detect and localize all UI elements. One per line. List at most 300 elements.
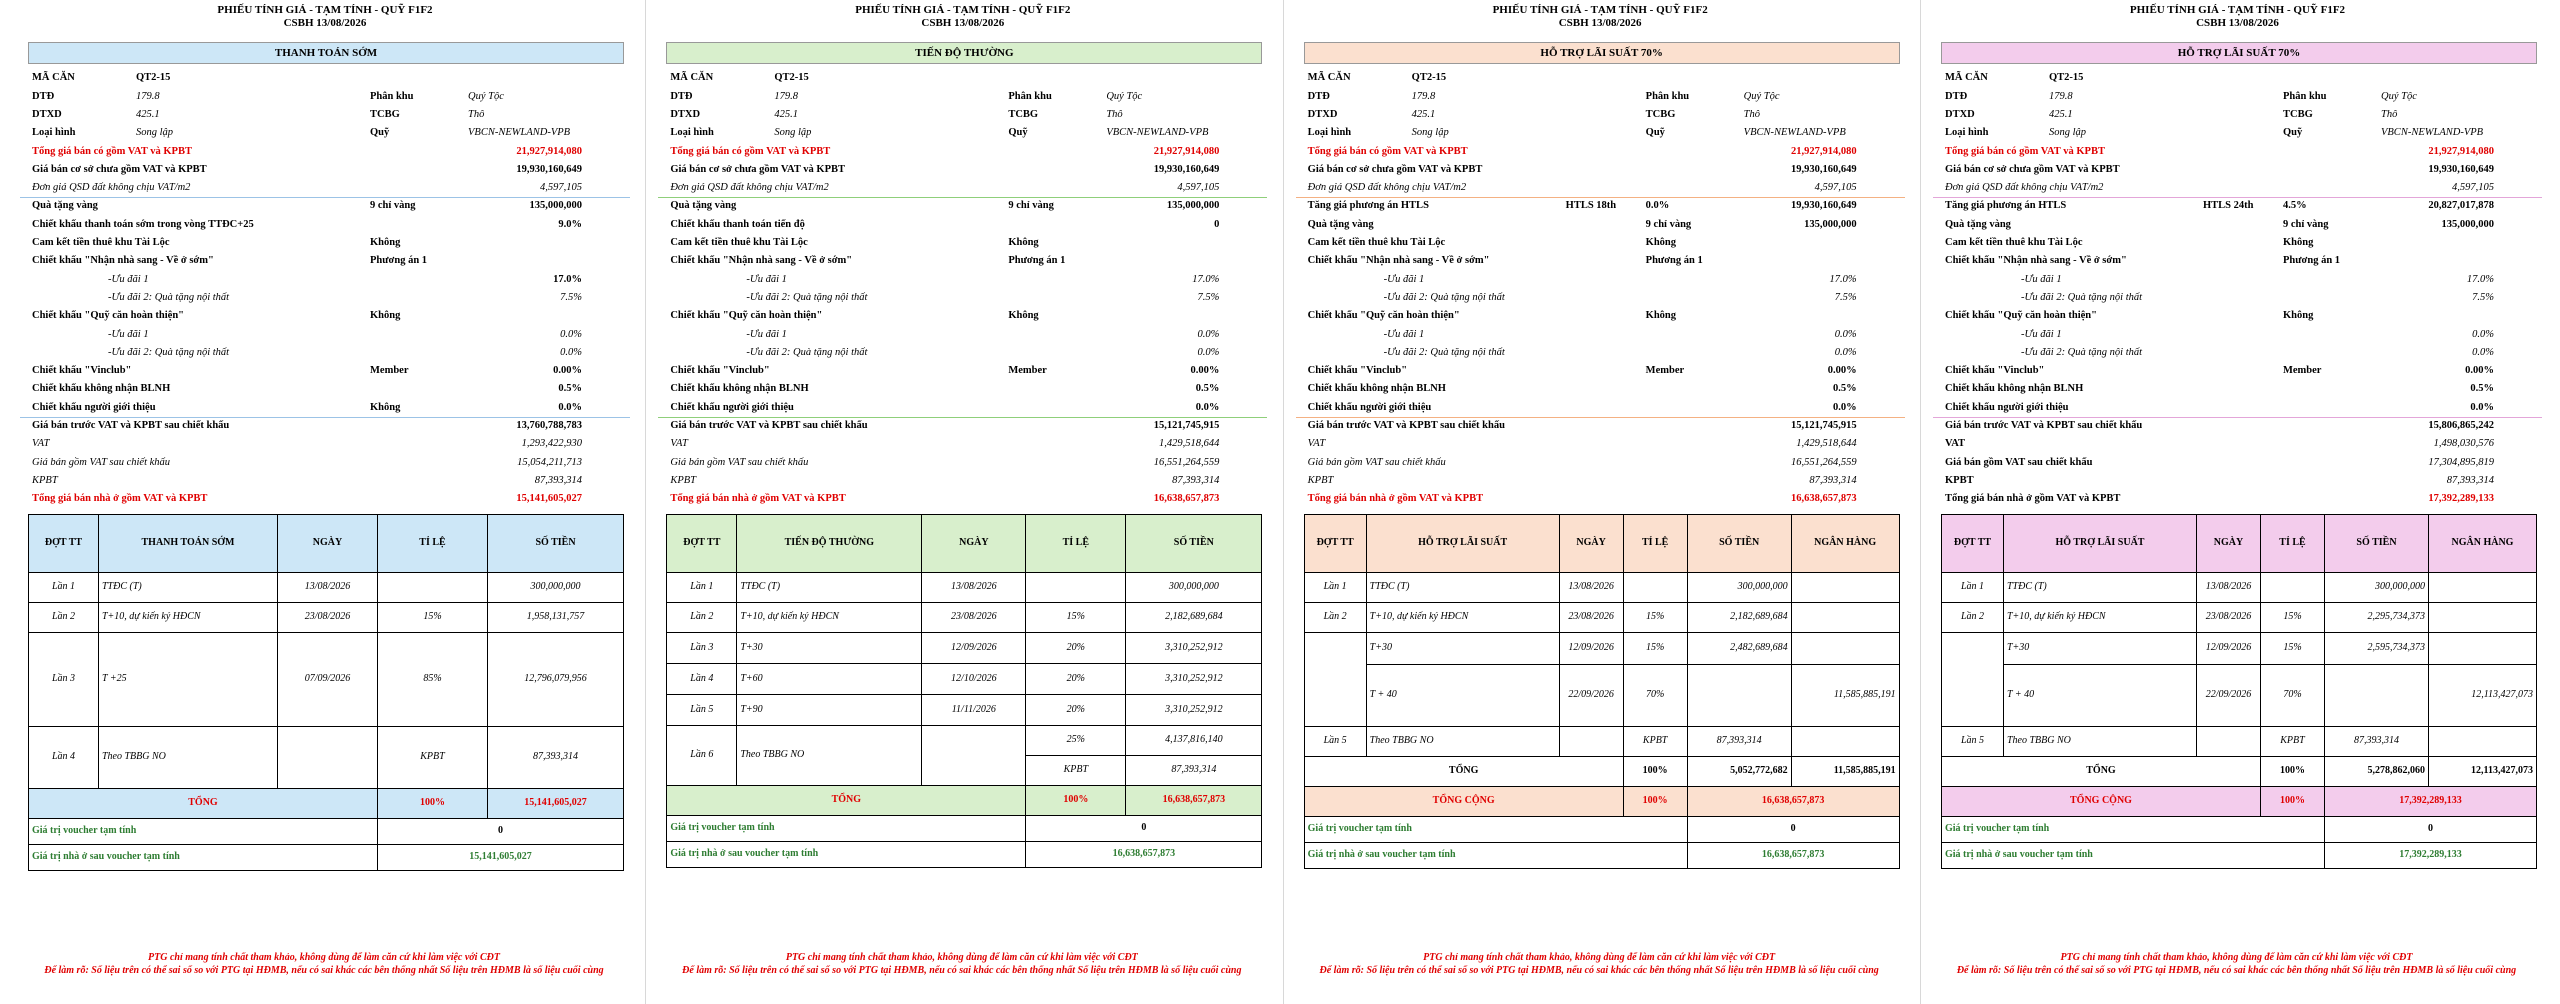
- value: 21,927,914,080: [2428, 145, 2494, 157]
- table-row: [29, 726, 624, 788]
- label: Chiết khấu không nhận BLNH: [1944, 383, 2084, 395]
- value: HTLS 18th: [1565, 200, 1617, 212]
- label: Chiết khấu "Quỹ căn hoàn thiện": [1944, 310, 2097, 322]
- label: VAT: [32, 438, 50, 450]
- value: 0.0%: [1645, 200, 1670, 212]
- cell: 15%: [1623, 602, 1687, 632]
- value: 0.00%: [553, 365, 582, 377]
- doc-date: CSBH 13/08/2026: [921, 17, 1005, 30]
- cell: [1687, 664, 1791, 726]
- label: Cam kết tiền thuê khu Tài Lộc: [32, 237, 170, 249]
- col-header: HỖ TRỢ LÃI SUẤT: [2003, 514, 2196, 572]
- label: -Ưu đãi 1: [746, 273, 787, 285]
- label: Cam kết tiền thuê khu Tài Lộc: [1307, 237, 1446, 249]
- value: 21,927,914,080: [1791, 145, 1857, 157]
- value: 4.5%: [2282, 200, 2307, 212]
- table-row: [29, 632, 624, 726]
- value: 7.5%: [560, 291, 582, 303]
- footer-line: Để làm rõ: Số liệu trên có thể sai số so với PTG tại HĐMB, nếu có sai khác các bên thống nhất Số liệu trên HĐMB là số liệu cuối cùng: [1956, 964, 2517, 976]
- cell: Lần 6: [667, 725, 737, 785]
- cell: Lần 5: [667, 694, 737, 725]
- value: VBCN-NEWLAND-VPB: [468, 127, 571, 139]
- cell: 20%: [1026, 663, 1126, 694]
- cell: T+10, dự kiến ký HĐCN: [99, 602, 278, 632]
- cell: Giá trị voucher tạm tính: [1304, 816, 1687, 842]
- value: Phương án 1: [1008, 255, 1066, 267]
- cell: TTĐC (T): [99, 572, 278, 602]
- label: Tổng giá bán nhà ở gồm VAT và KPBT: [1944, 493, 2121, 505]
- value: Không: [1008, 310, 1039, 322]
- label: DTĐ: [1307, 90, 1330, 102]
- cell: [1623, 572, 1687, 602]
- label: DTXD: [32, 108, 62, 120]
- cell: Giá trị nhà ở sau voucher tạm tính: [667, 841, 1026, 867]
- after-voucher-row: [1304, 842, 1899, 868]
- table-row: [1304, 664, 1899, 726]
- value: Member: [2282, 365, 2322, 377]
- cell: Lần 2: [1304, 602, 1366, 632]
- value: Song lập: [2048, 127, 2087, 139]
- value: 1,429,518,644: [1796, 438, 1857, 450]
- payment-table: [1304, 514, 1900, 869]
- cell: Lần 1: [29, 572, 99, 602]
- value: 21,927,914,080: [516, 145, 582, 157]
- cell: Giá trị voucher tạm tính: [1941, 816, 2324, 842]
- value: 425.1: [1411, 108, 1436, 120]
- value: 17,392,289,133: [2428, 493, 2494, 505]
- cell: T+10, dự kiến ký HĐCN: [737, 602, 922, 632]
- sheet-title: HỖ TRỢ LÃI SUẤT 70%: [1304, 42, 1900, 64]
- cell: Lần 2: [29, 602, 99, 632]
- cell: [1304, 632, 1366, 726]
- value: 7.5%: [2472, 291, 2494, 303]
- cell: 0: [1026, 815, 1262, 841]
- value: Không: [370, 401, 401, 413]
- cell: Lần 3: [29, 632, 99, 726]
- label: Loại hình: [1944, 127, 1989, 139]
- table-row: [667, 725, 1262, 755]
- value: QT2-15: [2048, 72, 2084, 84]
- footer-note: [30, 952, 618, 977]
- value: 87,393,314: [2446, 474, 2494, 486]
- value: 7.5%: [1197, 291, 1220, 303]
- cell: 11,585,885,191: [1791, 664, 1899, 726]
- cell: 15%: [1026, 602, 1126, 632]
- cell: 11,585,885,191: [1791, 756, 1899, 786]
- cell: Giá trị nhà ở sau voucher tạm tính: [1941, 842, 2324, 868]
- cell: Giá trị voucher tạm tính: [667, 815, 1026, 841]
- footer-note: [668, 952, 1255, 977]
- total-row: [1304, 786, 1899, 816]
- cell: 25%: [1026, 725, 1126, 755]
- col-header: NGÀY: [278, 514, 378, 572]
- value: 16,638,657,873: [1791, 493, 1857, 505]
- label: Tổng giá bán có gồm VAT và KPBT: [670, 145, 831, 157]
- value: Quý Tộc: [468, 90, 504, 102]
- cell: TỔNG: [29, 788, 378, 818]
- label: Chiết khấu không nhận BLNH: [670, 383, 809, 395]
- label: TCBG: [2282, 108, 2313, 120]
- cell: 100%: [1623, 786, 1687, 816]
- cell: 15%: [378, 602, 488, 632]
- value: 16,638,657,873: [1153, 493, 1220, 505]
- value: Song lập: [774, 127, 812, 139]
- label: Tăng giá phương án HTLS: [1307, 200, 1429, 212]
- cell: [1791, 632, 1899, 664]
- label: Chiết khấu người giới thiệu: [670, 401, 794, 413]
- cell: 23/08/2026: [2196, 602, 2260, 632]
- col-header: SỐ TIỀN: [488, 514, 624, 572]
- cell: Theo TBBG NO: [737, 725, 922, 785]
- col-header: NGÀY: [922, 514, 1026, 572]
- cell: 20%: [1026, 694, 1126, 725]
- value: Phương án 1: [1645, 255, 1703, 267]
- label: Chiết khấu "Quỹ căn hoàn thiện": [1307, 310, 1460, 322]
- label: Chiết khấu người giới thiệu: [1307, 401, 1432, 413]
- label: MÃ CĂN: [1307, 72, 1351, 84]
- table-row: [1941, 664, 2536, 726]
- table-row: [667, 632, 1262, 663]
- cell: 100%: [2260, 786, 2324, 816]
- label: Giá bán cơ sở chưa gồm VAT và KPBT: [1944, 163, 2120, 175]
- col-header: NGÀY: [1559, 514, 1623, 572]
- cell: 12,113,427,073: [2428, 664, 2536, 726]
- cell: TỔNG: [1304, 756, 1623, 786]
- value: Thô: [1106, 108, 1123, 120]
- cell: KPBT: [378, 726, 488, 788]
- col-header: TỈ LỆ: [1026, 514, 1126, 572]
- cell: 0: [2324, 816, 2536, 842]
- cell: T+90: [737, 694, 922, 725]
- cell: Lần 2: [667, 602, 737, 632]
- value: Không: [1008, 237, 1039, 249]
- cell: 85%: [378, 632, 488, 726]
- cell: TỔNG: [667, 785, 1026, 815]
- label: Tổng giá bán có gồm VAT và KPBT: [1307, 145, 1468, 157]
- footer-note: [1306, 952, 1893, 977]
- cell: T+30: [1366, 632, 1559, 664]
- cell: 300,000,000: [1687, 572, 1791, 602]
- label: Tổng giá bán có gồm VAT và KPBT: [32, 145, 192, 157]
- col-header: NGÂN HÀNG: [2428, 514, 2536, 572]
- value: 4,597,105: [1177, 182, 1220, 194]
- value: 20,827,017,878: [2428, 200, 2494, 212]
- cell: Theo TBBG NO: [99, 726, 278, 788]
- cell: T+30: [2003, 632, 2196, 664]
- label: Chiết khấu không nhận BLNH: [1307, 383, 1446, 395]
- doc-title: PHIẾU TÍNH GIÁ - TẠM TÍNH - QUỸ F1F2: [217, 4, 433, 16]
- value: 4,597,105: [2451, 182, 2494, 194]
- label: Chiết khấu "Vinclub": [670, 365, 770, 377]
- value: 87,393,314: [1809, 474, 1857, 486]
- value: 17,304,895,819: [2428, 456, 2494, 468]
- value: Thô: [1743, 108, 1760, 120]
- label: Tổng giá bán nhà ở gồm VAT và KPBT: [670, 493, 846, 505]
- value: 0.0%: [2470, 401, 2494, 413]
- label: Đơn giá QSD đất không chịu VAT/m2: [670, 182, 829, 194]
- cell: [2428, 602, 2536, 632]
- label: -Ưu đãi 1: [1383, 328, 1425, 340]
- value: 15,806,865,242: [2428, 420, 2494, 432]
- cell: 07/09/2026: [278, 632, 378, 726]
- label: Giá bán cơ sở chưa gồm VAT và KPBT: [32, 163, 207, 175]
- value: 19,930,160,649: [516, 163, 582, 175]
- cell: Lần 1: [1941, 572, 2003, 602]
- value: 9.0%: [558, 218, 582, 230]
- label: Chiết khấu thanh toán tiến độ: [670, 218, 805, 230]
- cell: 70%: [2260, 664, 2324, 726]
- cell: Giá trị nhà ở sau voucher tạm tính: [1304, 842, 1687, 868]
- value: 135,000,000: [1166, 200, 1220, 212]
- value: 0.0%: [558, 401, 582, 413]
- cell: 4,137,816,140: [1126, 725, 1262, 755]
- sum-row: [1304, 756, 1899, 786]
- sheet-title: HỖ TRỢ LÃI SUẤT 70%: [1941, 42, 2537, 64]
- label: Quỹ: [1645, 127, 1665, 139]
- label: MÃ CĂN: [32, 72, 75, 84]
- col-header: ĐỢT TT: [29, 514, 99, 572]
- table-row: [29, 602, 624, 632]
- value: Thô: [468, 108, 485, 120]
- label: Chiết khấu không nhận BLNH: [32, 383, 171, 395]
- label: Giá bán trước VAT và KPBT sau chiết khấu: [670, 420, 868, 432]
- value: 179.8: [1411, 90, 1436, 102]
- label: DTĐ: [32, 90, 55, 102]
- cell: 3,310,252,912: [1126, 632, 1262, 663]
- cell: Theo TBBG NO: [1366, 726, 1559, 756]
- sheet-title: TIẾN ĐỘ THƯỜNG: [666, 42, 1262, 64]
- value: 179.8: [774, 90, 798, 102]
- value: Member: [370, 365, 409, 377]
- label: Quà tặng vàng: [1307, 218, 1374, 230]
- cell: Lần 1: [667, 572, 737, 602]
- cell: 12/09/2026: [2196, 632, 2260, 664]
- cell: [278, 726, 378, 788]
- col-header: SỐ TIỀN: [1126, 514, 1262, 572]
- label: Quà tặng vàng: [670, 200, 737, 212]
- label: Chiết khấu người giới thiệu: [1944, 401, 2069, 413]
- label: -Ưu đãi 2: Quà tặng nội thất: [108, 291, 230, 303]
- after-voucher-row: [29, 844, 624, 870]
- value: 87,393,314: [534, 474, 582, 486]
- value: 19,930,160,649: [1153, 163, 1220, 175]
- value: 9 chỉ vàng: [2282, 218, 2329, 230]
- label: -Ưu đãi 1: [2020, 273, 2062, 285]
- table-row: [667, 694, 1262, 725]
- cell: T+60: [737, 663, 922, 694]
- label: Giá bán cơ sở chưa gồm VAT và KPBT: [670, 163, 846, 175]
- cell: 300,000,000: [488, 572, 624, 602]
- cell: Lần 2: [1941, 602, 2003, 632]
- cell: 87,393,314: [2324, 726, 2428, 756]
- doc-date: CSBH 13/08/2026: [2196, 17, 2279, 30]
- cell: T+30: [737, 632, 922, 663]
- label: Chiết khấu "Nhận nhà sang - Về ở sớm": [670, 255, 853, 267]
- footer-note: [1943, 952, 2530, 977]
- value: 0.0%: [1195, 401, 1220, 413]
- label: TCBG: [1008, 108, 1039, 120]
- value: 1,498,030,576: [2433, 438, 2494, 450]
- value: 0.0%: [1197, 346, 1220, 358]
- cell: [2428, 726, 2536, 756]
- col-header: TỈ LỆ: [1623, 514, 1687, 572]
- sheet-ho-tro-lai-suat-18: [1283, 0, 1915, 1004]
- cell: TỔNG: [1941, 756, 2260, 786]
- label: MÃ CĂN: [1944, 72, 1988, 84]
- voucher-row: [667, 815, 1262, 841]
- value: 1,429,518,644: [1158, 438, 1220, 450]
- cell: KPBT: [1623, 726, 1687, 756]
- cell: 2,182,689,684: [1126, 602, 1262, 632]
- value: 135,000,000: [1804, 218, 1857, 230]
- cell: 23/08/2026: [922, 602, 1026, 632]
- label: Tổng giá bán nhà ở gồm VAT và KPBT: [1307, 493, 1484, 505]
- label: Tổng giá bán có gồm VAT và KPBT: [1944, 145, 2105, 157]
- col-header: ĐỢT TT: [1304, 514, 1366, 572]
- label: -Ưu đãi 1: [108, 273, 149, 285]
- sheet-tien-do-thuong: [645, 0, 1277, 1004]
- value: 425.1: [136, 108, 160, 120]
- label: Phân khu: [2282, 90, 2327, 102]
- label: -Ưu đãi 1: [2020, 328, 2062, 340]
- cell: T + 40: [1366, 664, 1559, 726]
- value: QT2-15: [774, 72, 809, 84]
- label: Đơn giá QSD đất không chịu VAT/m2: [32, 182, 191, 194]
- value: 179.8: [136, 90, 160, 102]
- cell: [378, 572, 488, 602]
- cell: [2260, 572, 2324, 602]
- value: 13,760,788,783: [516, 420, 582, 432]
- value: 9 chỉ vàng: [1008, 200, 1054, 212]
- cell: 17,392,289,133: [2324, 842, 2536, 868]
- table-row: [667, 663, 1262, 694]
- label: -Ưu đãi 2: Quà tặng nội thất: [108, 346, 230, 358]
- cell: Lần 5: [1941, 726, 2003, 756]
- value: Không: [370, 310, 401, 322]
- cell: Giá trị nhà ở sau voucher tạm tính: [29, 844, 378, 870]
- cell: Lần 1: [1304, 572, 1366, 602]
- label: Quỹ: [1008, 127, 1028, 139]
- value: 0.0%: [1833, 401, 1857, 413]
- value: 15,054,211,713: [517, 456, 582, 468]
- label: Giá bán trước VAT và KPBT sau chiết khấu: [1307, 420, 1505, 432]
- label: Phân khu: [1645, 90, 1690, 102]
- value: 4,597,105: [1814, 182, 1857, 194]
- label: DTĐ: [670, 90, 693, 102]
- value: Quý Tộc: [1106, 90, 1143, 102]
- payment-table: [28, 514, 624, 871]
- label: -Ưu đãi 1: [746, 328, 787, 340]
- col-header: TIẾN ĐỘ THƯỜNG: [737, 514, 922, 572]
- label: Giá bán trước VAT và KPBT sau chiết khấu: [1944, 420, 2143, 432]
- label: DTXD: [1307, 108, 1338, 120]
- cell: 12/09/2026: [922, 632, 1026, 663]
- value: 0.0%: [1834, 346, 1857, 358]
- label: Loại hình: [670, 127, 714, 139]
- doc-title: PHIẾU TÍNH GIÁ - TẠM TÍNH - QUỸ F1F2: [2129, 4, 2346, 16]
- value: 0.00%: [2465, 365, 2494, 377]
- table-row: [1941, 602, 2536, 632]
- cell: 15%: [2260, 602, 2324, 632]
- cell: 15%: [2260, 632, 2324, 664]
- cell: 87,393,314: [1687, 726, 1791, 756]
- sheet-title: THANH TOÁN SỚM: [28, 42, 624, 64]
- label: Loại hình: [1307, 127, 1352, 139]
- cell: 87,393,314: [488, 726, 624, 788]
- value: 135,000,000: [2441, 218, 2494, 230]
- value: 179.8: [2048, 90, 2073, 102]
- value: Quý Tộc: [2380, 90, 2417, 102]
- cell: [1791, 726, 1899, 756]
- col-header: NGÀY: [2196, 514, 2260, 572]
- cell: 300,000,000: [1126, 572, 1262, 602]
- doc-title: PHIẾU TÍNH GIÁ - TẠM TÍNH - QUỸ F1F2: [855, 4, 1071, 16]
- label: DTĐ: [1944, 90, 1968, 102]
- col-header: ĐỢT TT: [667, 514, 737, 572]
- cell: Lần 3: [667, 632, 737, 663]
- value: 17.0%: [2466, 273, 2494, 285]
- value: 0.5%: [2470, 383, 2494, 395]
- cell: 13/08/2026: [278, 572, 378, 602]
- label: Cam kết tiền thuê khu Tài Lộc: [1944, 237, 2083, 249]
- label: Chiết khấu "Vinclub": [1307, 365, 1408, 377]
- label: KPBT: [1944, 474, 1974, 486]
- value: 19,930,160,649: [1791, 163, 1857, 175]
- value: Phương án 1: [2282, 255, 2341, 267]
- cell: [1941, 632, 2003, 726]
- cell: [1559, 726, 1623, 756]
- value: 0.0%: [2472, 328, 2494, 340]
- cell: [2324, 664, 2428, 726]
- cell: TTĐC (T): [737, 572, 922, 602]
- value: 425.1: [2048, 108, 2073, 120]
- label: -Ưu đãi 2: Quà tặng nội thất: [2020, 291, 2143, 303]
- table-row: [1941, 726, 2536, 756]
- cell: T +25: [99, 632, 278, 726]
- footer-line: Để làm rõ: Số liệu trên có thể sai số so với PTG tại HĐMB, nếu có sai khác các bên thống nhất Số liệu trên HĐMB là số liệu cuối cùng: [1319, 964, 1879, 976]
- cell: 0: [1687, 816, 1899, 842]
- footer-line: PTG chỉ mang tính chất tham khảo, không dùng để làm căn cứ khi làm việc với CĐT: [2060, 952, 2413, 963]
- cell: 3,310,252,912: [1126, 694, 1262, 725]
- label: Phân khu: [1008, 90, 1052, 102]
- label: -Ưu đãi 2: Quà tặng nội thất: [746, 346, 868, 358]
- doc-date: CSBH 13/08/2026: [1558, 17, 1642, 30]
- label: Chiết khấu "Vinclub": [1944, 365, 2045, 377]
- label: Chiết khấu "Nhận nhà sang - Về ở sớm": [1307, 255, 1490, 267]
- label: -Ưu đãi 1: [1383, 273, 1425, 285]
- value: 1,293,422,930: [521, 438, 582, 450]
- col-header: HỖ TRỢ LÃI SUẤT: [1366, 514, 1559, 572]
- cell: 2,182,689,684: [1687, 602, 1791, 632]
- value: 9 chỉ vàng: [1645, 218, 1692, 230]
- cell: 13/08/2026: [1559, 572, 1623, 602]
- label: Chiết khấu "Quỹ căn hoàn thiện": [32, 310, 184, 322]
- table-row: [667, 572, 1262, 602]
- value: 425.1: [774, 108, 798, 120]
- col-header: TỈ LỆ: [378, 514, 488, 572]
- label: VAT: [1307, 438, 1326, 450]
- cell: 100%: [1623, 756, 1687, 786]
- label: DTXD: [1944, 108, 1975, 120]
- cell: 20%: [1026, 632, 1126, 663]
- cell: Giá trị voucher tạm tính: [29, 818, 378, 844]
- label: Tăng giá phương án HTLS: [1944, 200, 2067, 212]
- value: 9 chỉ vàng: [370, 200, 416, 212]
- value: Không: [370, 237, 401, 249]
- cell: KPBT: [2260, 726, 2324, 756]
- cell: 2,482,689,684: [1687, 632, 1791, 664]
- payment-table: [1941, 514, 2537, 869]
